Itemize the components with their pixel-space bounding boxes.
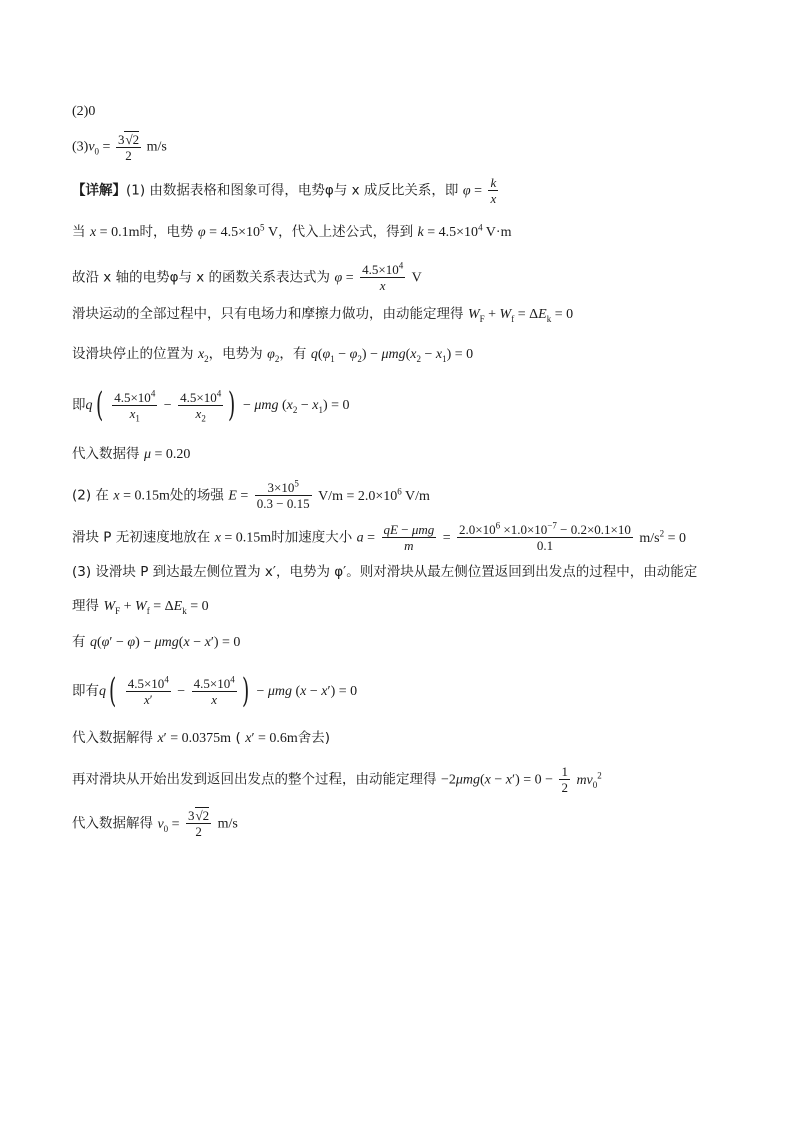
line-1: 当 x = 0.1m时，电势 $\varphi = 4.5\times 10^5$ V，代入上述公式，得到 $k = 4.5\times 10^4$ V·m bbox=[72, 222, 512, 240]
answer-2: (2)0 bbox=[72, 104, 96, 119]
line-4: 设滑块停止的位置为 $x_2$，电势为 $\varphi_2$，有 $q(\varphi_1 - \varphi_2) - \mu mg(x_2 - x_1) = 0$ bbox=[72, 346, 474, 364]
line-13: 代入数据解得 x′ = 0.0375m ( x′ = 0.6m舍去) bbox=[72, 730, 331, 746]
line-7: (2) 在 x = 0.15m处的场强 E = $\frac{3\times 10^5}{0.3 - 0.15}$ $V/m = 2.0\times 10^6$ V/m bbox=[72, 478, 430, 511]
answer-3: $(3)v_0$ = $\frac{3√2}{2}$ m/s bbox=[72, 132, 167, 163]
line-8: 滑块 P 无初速度地放在 x = 0.15m时加速度大小 a = $\frac{\text{qE − μmg}}{m}$ = $\frac{2.0\times 10^6 \times 1.0\times 10^{-7} - 0.2\times 0.1\times 10}{0.1}$ $m/s^2 = 0$ bbox=[72, 520, 686, 553]
line-15: 代入数据解得 $v_0$ = $\frac{3√2}{2}$ m/s bbox=[72, 808, 238, 839]
line-11: 有 q(φ′ − φ) − μmg(x − x′) = 0 bbox=[72, 634, 241, 650]
line-10: 理得 $W_F + W_f = \Delta E_k = 0$ bbox=[72, 598, 209, 616]
line-6: 代入数据得 μ = 0.20 bbox=[72, 446, 191, 462]
detail-line: 【详解】(1) 由数据表格和图象可得，电势φ与 x 成反比关系，即 φ = $\frac{k}{x}$ bbox=[72, 175, 497, 206]
line-5: 即q( $\frac{4.5\times 10^4}{x_1}$ − $\frac{4.5\times 10^4}{x_2}$ ) − μmg $(x_2 - x_1) = 0$ bbox=[72, 385, 350, 425]
line-3: 滑块运动的全部过程中，只有电场力和摩擦力做功，由动能定理得 $W_F + W_f = \Delta E_k = 0$ bbox=[72, 306, 574, 324]
line-14: 再对滑块从开始出发到返回出发点的整个过程，由动能定理得 −2μmg(x − x′) = 0 − $\frac{1}{2}$ $mv_0^2$ bbox=[72, 764, 602, 795]
line-9: (3) 设滑块 P 到达最左侧位置为 x′，电势为 φ′。则对滑块从最左侧位置返回到出发点的过程中，由动能定 bbox=[72, 564, 698, 580]
line-12: 即有q( $\frac{4.5\times 10^4}{x'}$ − $\frac{4.5\times 10^4}{x}$ ) − μmg (x − x′) = 0 bbox=[72, 671, 358, 711]
line-2: 故沿 x 轴的电势φ与 x 的函数关系表达式为 φ = $\frac{4.5\times 10^4}{x}$ V bbox=[72, 260, 422, 293]
